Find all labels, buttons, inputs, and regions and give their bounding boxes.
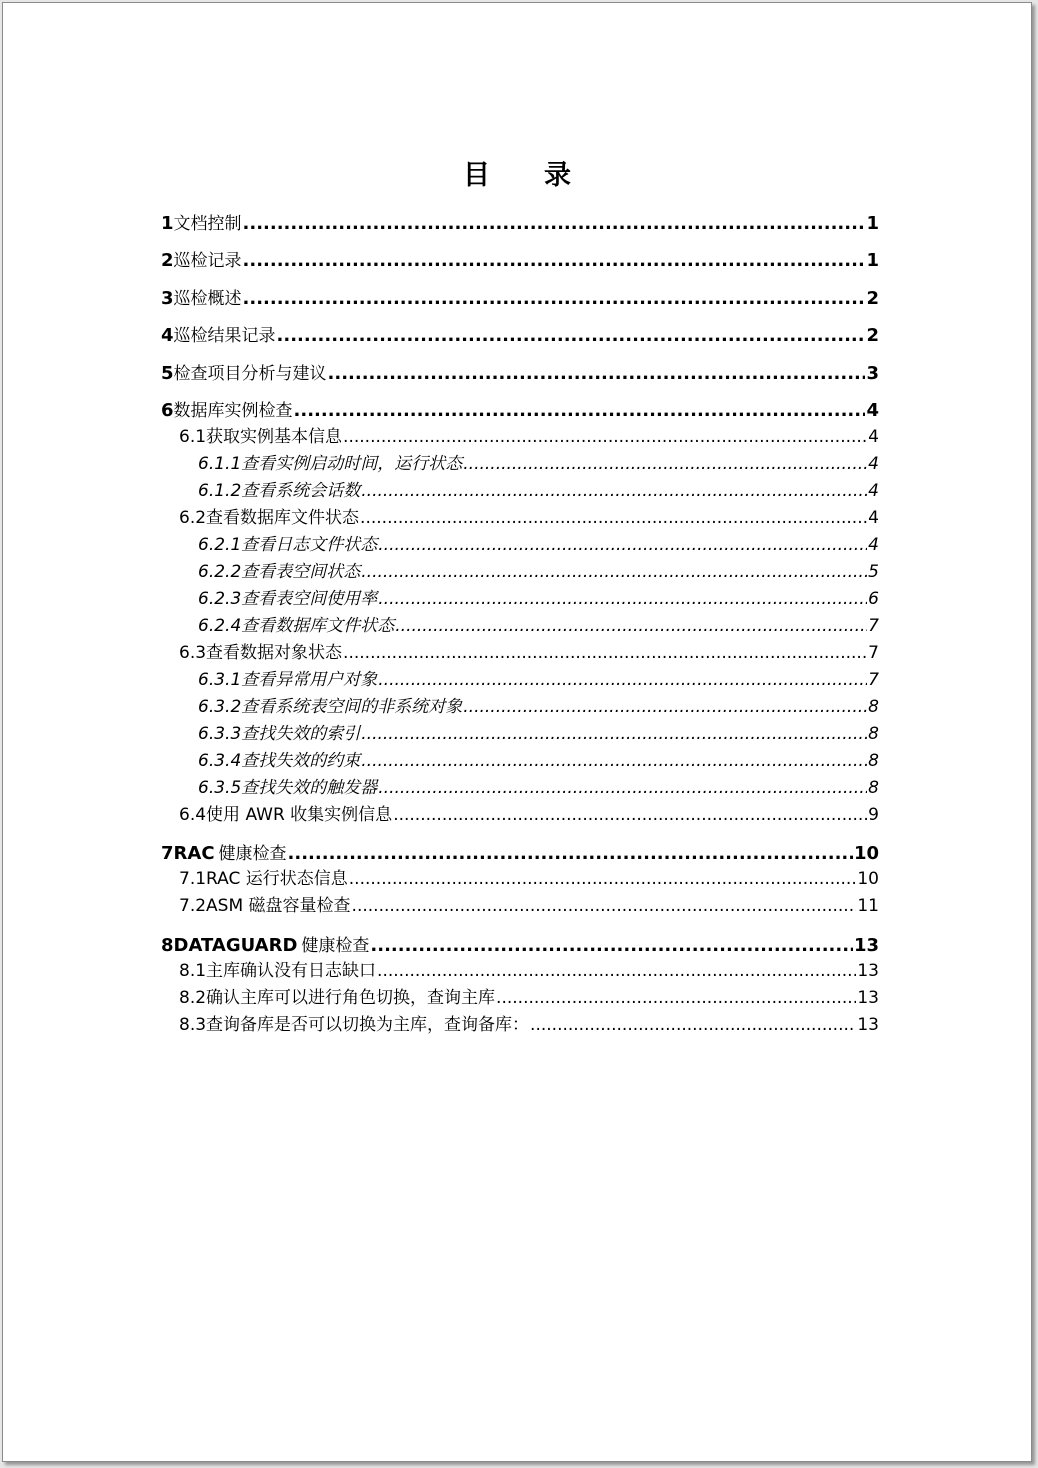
toc-entry-number: 5: [161, 363, 174, 384]
toc-entry-title: 查看数据库文件状态: [206, 508, 360, 528]
toc-entry-title: 查找失效的索引: [241, 724, 361, 744]
toc-entry-page-number: 8: [868, 724, 879, 744]
dot-leader: [361, 481, 867, 501]
toc-entry[interactable]: [179, 425, 879, 447]
toc-entry-number: 6.3.5: [198, 778, 242, 798]
toc-entry-title: 查询备库是否可以切换为主库，查询备库：: [206, 1015, 530, 1035]
toc-entry-title: 查看系统会话数: [241, 481, 361, 501]
toc-entry-number: 6.1.2: [198, 481, 242, 501]
toc-entry-number: 7.2: [179, 896, 207, 916]
toc-entry-page-number: 4: [868, 481, 879, 501]
toc-entry-number: 6: [161, 400, 174, 421]
dot-leader: [343, 643, 867, 663]
document-page: [2, 2, 1032, 1462]
toc-entry-page-number: 5: [868, 562, 879, 582]
toc-entry-title: 巡检结果记录: [173, 326, 276, 346]
toc-entry[interactable]: [198, 749, 879, 771]
dot-leader: [395, 616, 867, 636]
dot-leader: [243, 213, 866, 234]
toc-entry-page-number: 8: [868, 778, 879, 798]
dot-leader: [530, 1015, 856, 1035]
toc-entry-title: 巡检记录: [173, 251, 242, 271]
toc-entry-title: 查看数据库文件状态: [241, 616, 395, 636]
toc-entry-title: 查看系统表空间的非系统对象: [241, 697, 463, 717]
toc-entry[interactable]: [198, 587, 879, 609]
toc-entry-number: 6.3.1: [198, 670, 242, 690]
toc-entry-page-number: 13: [853, 935, 879, 956]
toc-entry[interactable]: [179, 867, 879, 889]
toc-entry[interactable]: [198, 695, 879, 717]
toc-entry[interactable]: [179, 1013, 879, 1035]
toc-entry-title: 数据库实例检查: [173, 401, 293, 421]
toc-entry-page-number: 4: [868, 535, 879, 555]
toc-entry-page-number: 13: [857, 988, 879, 1008]
toc-entry[interactable]: [198, 614, 879, 636]
toc-entry-page-number: 4: [868, 454, 879, 474]
dot-leader: [378, 589, 867, 609]
dot-leader: [378, 670, 867, 690]
toc-entry-number: 8.2: [179, 988, 207, 1008]
toc-entry-page-number: 7: [868, 670, 879, 690]
toc-entry-title: 查看数据对象状态: [206, 643, 343, 663]
toc-entry-number: 8.1: [179, 961, 207, 981]
toc-title: 目 录: [463, 160, 571, 191]
toc-entry[interactable]: [198, 560, 879, 582]
dot-leader: [352, 896, 857, 916]
dot-leader: [343, 427, 867, 447]
toc-entry-page-number: 8: [868, 697, 879, 717]
toc-entry[interactable]: [161, 932, 879, 956]
dot-leader: [463, 697, 867, 717]
toc-entry-title: DATAGUARD: [173, 935, 298, 956]
table-of-contents: [3, 3, 1031, 1461]
toc-entry-number: 3: [161, 288, 174, 309]
toc-entry-number: 6.2.2: [198, 562, 242, 582]
toc-entry-number: 4: [161, 325, 174, 346]
dot-leader: [243, 288, 866, 309]
dot-leader: [370, 935, 853, 956]
dot-leader: [243, 250, 866, 271]
toc-entry-number: 6.2.4: [198, 616, 242, 636]
toc-entry[interactable]: [198, 722, 879, 744]
toc-entry-title: 查找失效的触发器: [241, 778, 378, 798]
dot-leader: [361, 562, 867, 582]
toc-entry[interactable]: [198, 452, 879, 474]
toc-entry[interactable]: [161, 397, 879, 421]
dot-leader: [361, 724, 867, 744]
toc-entry-number: 6.3.4: [198, 751, 242, 771]
toc-entry-page-number: 6: [868, 589, 879, 609]
toc-entry-title: 确认主库可以进行角色切换，查询主库: [206, 988, 496, 1008]
toc-entry[interactable]: [198, 668, 879, 690]
toc-entry-page-number: 8: [868, 751, 879, 771]
toc-entry-title: RAC: [173, 843, 215, 864]
toc-entry-title: ASM 磁盘容量检查: [206, 896, 351, 916]
toc-entry-title: 查找失效的约束: [241, 751, 361, 771]
toc-entry[interactable]: [198, 776, 879, 798]
dot-leader: [361, 751, 867, 771]
toc-entry-title: RAC 运行状态信息: [206, 869, 348, 889]
toc-entry-page-number: 9: [868, 805, 879, 825]
toc-entry-page-number: 2: [866, 288, 879, 309]
toc-entry-number: 6.1.1: [198, 454, 242, 474]
toc-entry[interactable]: [179, 803, 879, 825]
toc-entry-number: 1: [161, 213, 174, 234]
toc-entry[interactable]: [179, 506, 879, 528]
toc-entry[interactable]: [198, 533, 879, 555]
dot-leader: [294, 400, 866, 421]
toc-entry-title-suffix: 健康检查: [218, 844, 287, 864]
toc-entry-page-number: 10: [853, 843, 879, 864]
toc-entry-title: 使用 AWR 收集实例信息: [206, 805, 393, 825]
toc-entry-title: 主库确认没有日志缺口: [206, 961, 377, 981]
toc-entry-page-number: 2: [866, 325, 879, 346]
toc-entry-page-number: 4: [866, 400, 879, 421]
toc-entry[interactable]: [161, 360, 879, 384]
toc-entry-title: 获取实例基本信息: [206, 427, 343, 447]
toc-entry-number: 6.2.1: [198, 535, 242, 555]
toc-entry-page-number: 7: [868, 643, 879, 663]
dot-leader: [377, 961, 856, 981]
toc-entry-page-number: 1: [866, 250, 879, 271]
toc-entry-page-number: 1: [866, 213, 879, 234]
dot-leader: [393, 805, 867, 825]
dot-leader: [288, 843, 853, 864]
toc-entry-title: 检查项目分析与建议: [173, 364, 327, 384]
toc-entry-title: 查看异常用户对象: [241, 670, 378, 690]
toc-entry-title: 查看表空间使用率: [241, 589, 378, 609]
toc-entry-page-number: 11: [857, 896, 879, 916]
toc-entry[interactable]: [179, 894, 879, 916]
toc-entry[interactable]: [161, 210, 879, 234]
toc-entry-number: 6.3.3: [198, 724, 242, 744]
toc-entry-page-number: 7: [868, 616, 879, 636]
dot-leader: [496, 988, 856, 1008]
toc-entry-number: 7: [161, 843, 174, 864]
dot-leader: [463, 454, 867, 474]
toc-entry-number: 6.2: [179, 508, 207, 528]
dot-leader: [378, 778, 867, 798]
toc-entry-number: 6.4: [179, 805, 207, 825]
toc-entry[interactable]: [161, 840, 879, 864]
toc-entry[interactable]: [179, 641, 879, 663]
toc-entry-number: 8: [161, 935, 174, 956]
toc-entry[interactable]: [179, 986, 879, 1008]
toc-entry-title: 查看表空间状态: [241, 562, 361, 582]
toc-entry-page-number: 4: [868, 427, 879, 447]
toc-entry-title: 文档控制: [173, 214, 242, 234]
toc-entry-title: 巡检概述: [173, 289, 242, 309]
toc-entry[interactable]: [161, 247, 879, 271]
toc-entry-number: 2: [161, 250, 174, 271]
dot-leader: [349, 869, 857, 889]
toc-entry-title: 查看实例启动时间，运行状态: [241, 454, 463, 474]
toc-entry-title: 查看日志文件状态: [241, 535, 378, 555]
toc-entry[interactable]: [161, 322, 879, 346]
toc-entry-page-number: 3: [866, 363, 879, 384]
toc-entry-number: 7.1: [179, 869, 207, 889]
dot-leader: [378, 535, 867, 555]
toc-entry-number: 6.1: [179, 427, 207, 447]
toc-entry-page-number: 10: [857, 869, 879, 889]
toc-entry-number: 6.3: [179, 643, 207, 663]
toc-entry-page-number: 13: [857, 1015, 879, 1035]
toc-entry[interactable]: [179, 959, 879, 981]
toc-entry[interactable]: [198, 479, 879, 501]
dot-leader: [277, 325, 866, 346]
toc-entry[interactable]: [161, 285, 879, 309]
toc-entry-page-number: 4: [868, 508, 879, 528]
toc-entry-page-number: 13: [857, 961, 879, 981]
dot-leader: [328, 363, 866, 384]
toc-entry-title-suffix: 健康检查: [301, 936, 370, 956]
dot-leader: [360, 508, 867, 528]
toc-entry-number: 8.3: [179, 1015, 207, 1035]
toc-entry-number: 6.2.3: [198, 589, 242, 609]
toc-entry-number: 6.3.2: [198, 697, 242, 717]
